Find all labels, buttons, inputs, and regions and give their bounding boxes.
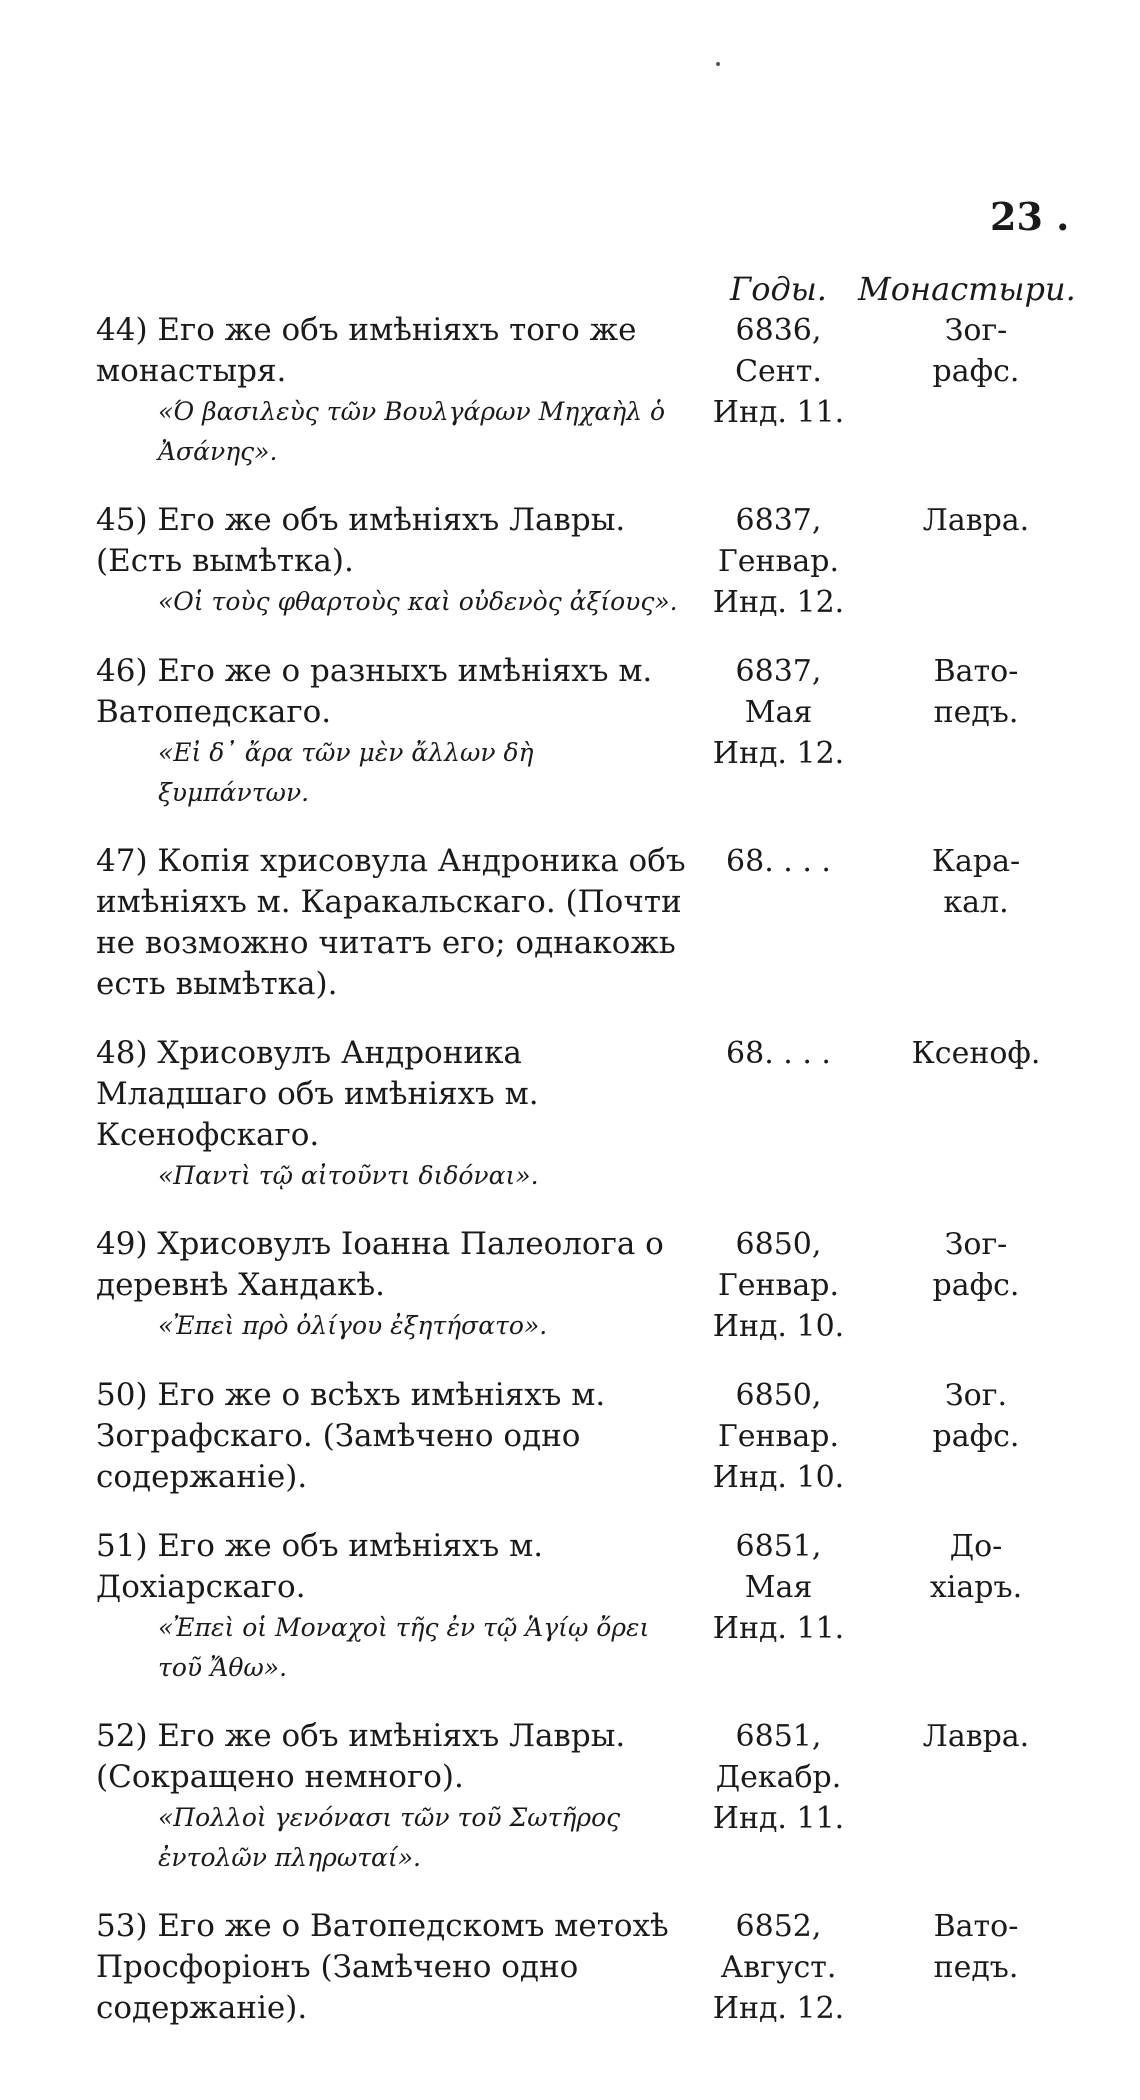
document-entry — [96, 1526, 1076, 1688]
entry-date-line: Мая — [744, 1570, 813, 1605]
entry-date-line: Инд. 12. — [712, 1991, 845, 2026]
entry-number: 46) — [96, 653, 148, 689]
document-entry — [96, 841, 1076, 1005]
entry-date — [691, 1224, 856, 1347]
entry-text: Его же о всѣхъ имѣніяхъ м. Зографскаго. (Замѣчено одно содержаніе). — [96, 1377, 606, 1495]
entry-number: 44) — [96, 312, 148, 348]
entry-date-line: Инд. 12. — [712, 736, 845, 771]
entry-monastery — [856, 500, 1076, 623]
entry-date-line: 6837, — [735, 503, 822, 538]
entry-date-line: 68. . . . — [726, 844, 831, 879]
entry-monastery-line: Зог- — [944, 313, 1008, 348]
entry-date-line: 6852, — [735, 1909, 822, 1944]
document-entry — [96, 1716, 1076, 1878]
entry-date-line: Август. — [720, 1950, 837, 1985]
document-entry — [96, 1375, 1076, 1498]
entry-date — [691, 651, 856, 813]
entry-number: 47) — [96, 843, 148, 879]
entry-date-line: Генвар. — [717, 1268, 840, 1303]
print-speck — [716, 62, 720, 66]
entry-monastery-line: Вато- — [933, 654, 1019, 689]
entry-description — [96, 841, 691, 1005]
entry-greek-quote: «Εἰ δ᾽ ἄρα τῶν μὲν ἄλλων δὴ ξυμπάντων. — [158, 738, 534, 807]
entry-monastery-line: Зог. — [944, 1378, 1007, 1413]
entry-text: Его же о Ватопедскомъ метохѣ Просфоріонъ (Замѣчено одно содержаніе). — [96, 1908, 669, 2026]
entry-monastery-line: хіаръ. — [929, 1570, 1023, 1605]
entry-monastery-line: педъ. — [933, 695, 1019, 730]
entry-number: 51) — [96, 1528, 148, 1564]
entry-greek-quote: «Παντὶ τῷ αἰτοῦντι διδόναι». — [158, 1161, 539, 1190]
entry-date — [691, 1906, 856, 2029]
entry-description — [96, 1906, 691, 2029]
entry-monastery — [856, 1033, 1076, 1196]
entry-date-line: 6850, — [735, 1378, 822, 1413]
entry-text: Копія хрисовула Андроника объ имѣніяхъ м. Каракальскаго. (Почти не возможно читатъ его; однакожь есть вымѣтка). — [96, 843, 686, 1002]
entry-description — [96, 1224, 691, 1347]
entry-date-line: Мая — [744, 695, 813, 730]
entry-greek-quote: «Ἐπεὶ πρὸ ὀλίγου ἐξητήσατο». — [158, 1311, 548, 1340]
entry-monastery-line: Вато- — [933, 1909, 1019, 1944]
entry-text: Его же объ имѣніяхъ Лавры. (Есть вымѣтка). — [96, 502, 626, 579]
entry-monastery-line: рафс. — [932, 354, 1020, 389]
entry-monastery-line: До- — [949, 1529, 1003, 1564]
entry-number: 49) — [96, 1226, 148, 1262]
entry-date-line: Инд. 10. — [712, 1309, 845, 1344]
entry-date-line: Инд. 11. — [712, 395, 845, 430]
entry-text: Его же объ имѣніяхъ м. Дохіарскаго. — [96, 1528, 544, 1605]
document-entry — [96, 310, 1076, 472]
entry-date-line: 6851, — [735, 1529, 822, 1564]
entry-date-line: 6851, — [735, 1719, 822, 1754]
entry-date — [691, 310, 856, 472]
entry-date — [691, 500, 856, 623]
entry-date-line: Сент. — [735, 354, 822, 389]
entry-date-line: 6837, — [735, 654, 822, 689]
entry-description — [96, 1033, 691, 1196]
entries-list — [96, 310, 1076, 2057]
monasteries-column-header: Монастыри. — [858, 270, 1076, 308]
document-entry — [96, 500, 1076, 623]
entry-description — [96, 651, 691, 813]
entry-monastery-line: рафс. — [932, 1268, 1020, 1303]
entry-number: 50) — [96, 1377, 148, 1413]
entry-monastery-line: Лавра. — [922, 503, 1030, 538]
entry-date-line: Генвар. — [717, 1419, 840, 1454]
entry-description — [96, 1526, 691, 1688]
entry-date-line: 6850, — [735, 1227, 822, 1262]
entry-monastery — [856, 1224, 1076, 1347]
entry-text: Его же объ имѣніяхъ того же монастыря. — [96, 312, 637, 389]
entry-monastery-line: рафс. — [932, 1419, 1020, 1454]
entry-number: 45) — [96, 502, 148, 538]
entry-description — [96, 1375, 691, 1498]
document-entry — [96, 651, 1076, 813]
entry-monastery — [856, 1375, 1076, 1498]
entry-monastery-line: Кара- — [931, 844, 1021, 879]
entry-date — [691, 1033, 856, 1196]
entry-monastery — [856, 841, 1076, 1005]
document-entry — [96, 1906, 1076, 2029]
entry-text: Его же объ имѣніяхъ Лавры. (Сокращено немного). — [96, 1718, 626, 1795]
entry-description — [96, 310, 691, 472]
entry-number: 52) — [96, 1718, 148, 1754]
entry-date-line: Инд. 11. — [712, 1801, 845, 1836]
entry-date-line: Декабр. — [715, 1760, 842, 1795]
entry-monastery — [856, 651, 1076, 813]
document-entry — [96, 1224, 1076, 1347]
entry-monastery-line: педъ. — [933, 1950, 1019, 1985]
entry-date — [691, 1526, 856, 1688]
entry-monastery — [856, 310, 1076, 472]
entry-monastery — [856, 1906, 1076, 2029]
entry-greek-quote: «Ό βασιλεὺς τῶν Βουλγάρων Μηχαὴλ ὁ Ἀσάνης». — [158, 397, 666, 466]
entry-date-line: Инд. 12. — [712, 585, 845, 620]
entry-date-line: Инд. 10. — [712, 1460, 845, 1495]
entry-greek-quote: «Πολλοὶ γενόνασι τῶν τοῦ Σωτῆρος ἐντολῶν πληρωταί». — [158, 1803, 621, 1872]
entry-date-line: 6836, — [735, 313, 822, 348]
entry-greek-quote: «Οἱ τοὺς φθαρτοὺς καὶ οὐδενὸς ἀξίους». — [158, 587, 678, 616]
entry-description — [96, 1716, 691, 1878]
entry-greek-quote: «Ἐπεὶ οἱ Μοναχοὶ τῆς ἐν τῷ Ἁγίῳ ὄρει τοῦ Ἄθω». — [158, 1613, 650, 1682]
page-number: 23 . — [990, 194, 1070, 239]
entry-date-line: Инд. 11. — [712, 1611, 845, 1646]
entry-number: 53) — [96, 1908, 148, 1944]
entry-monastery — [856, 1526, 1076, 1688]
entry-date-line: 68. . . . — [726, 1036, 831, 1071]
entry-date — [691, 841, 856, 1005]
entry-monastery — [856, 1716, 1076, 1878]
entry-date — [691, 1375, 856, 1498]
entry-date — [691, 1716, 856, 1878]
entry-text: Хрисовулъ Іоанна Палеолога о деревнѣ Хандакѣ. — [96, 1226, 664, 1303]
entry-monastery-line: кал. — [943, 885, 1009, 920]
entry-date-line: Генвар. — [717, 544, 840, 579]
entry-number: 48) — [96, 1035, 148, 1071]
years-column-header: Годы. — [730, 270, 827, 308]
entry-monastery-line: Ксеноф. — [911, 1036, 1041, 1071]
entry-monastery-line: Зог- — [944, 1227, 1008, 1262]
entry-text: Хрисовулъ Андроника Младшаго объ имѣніяхъ м. Ксенофскаго. — [96, 1035, 539, 1153]
entry-text: Его же о разныхъ имѣніяхъ м. Ватопедскаго. — [96, 653, 653, 730]
entry-monastery-line: Лавра. — [922, 1719, 1030, 1754]
document-entry — [96, 1033, 1076, 1196]
entry-description — [96, 500, 691, 623]
